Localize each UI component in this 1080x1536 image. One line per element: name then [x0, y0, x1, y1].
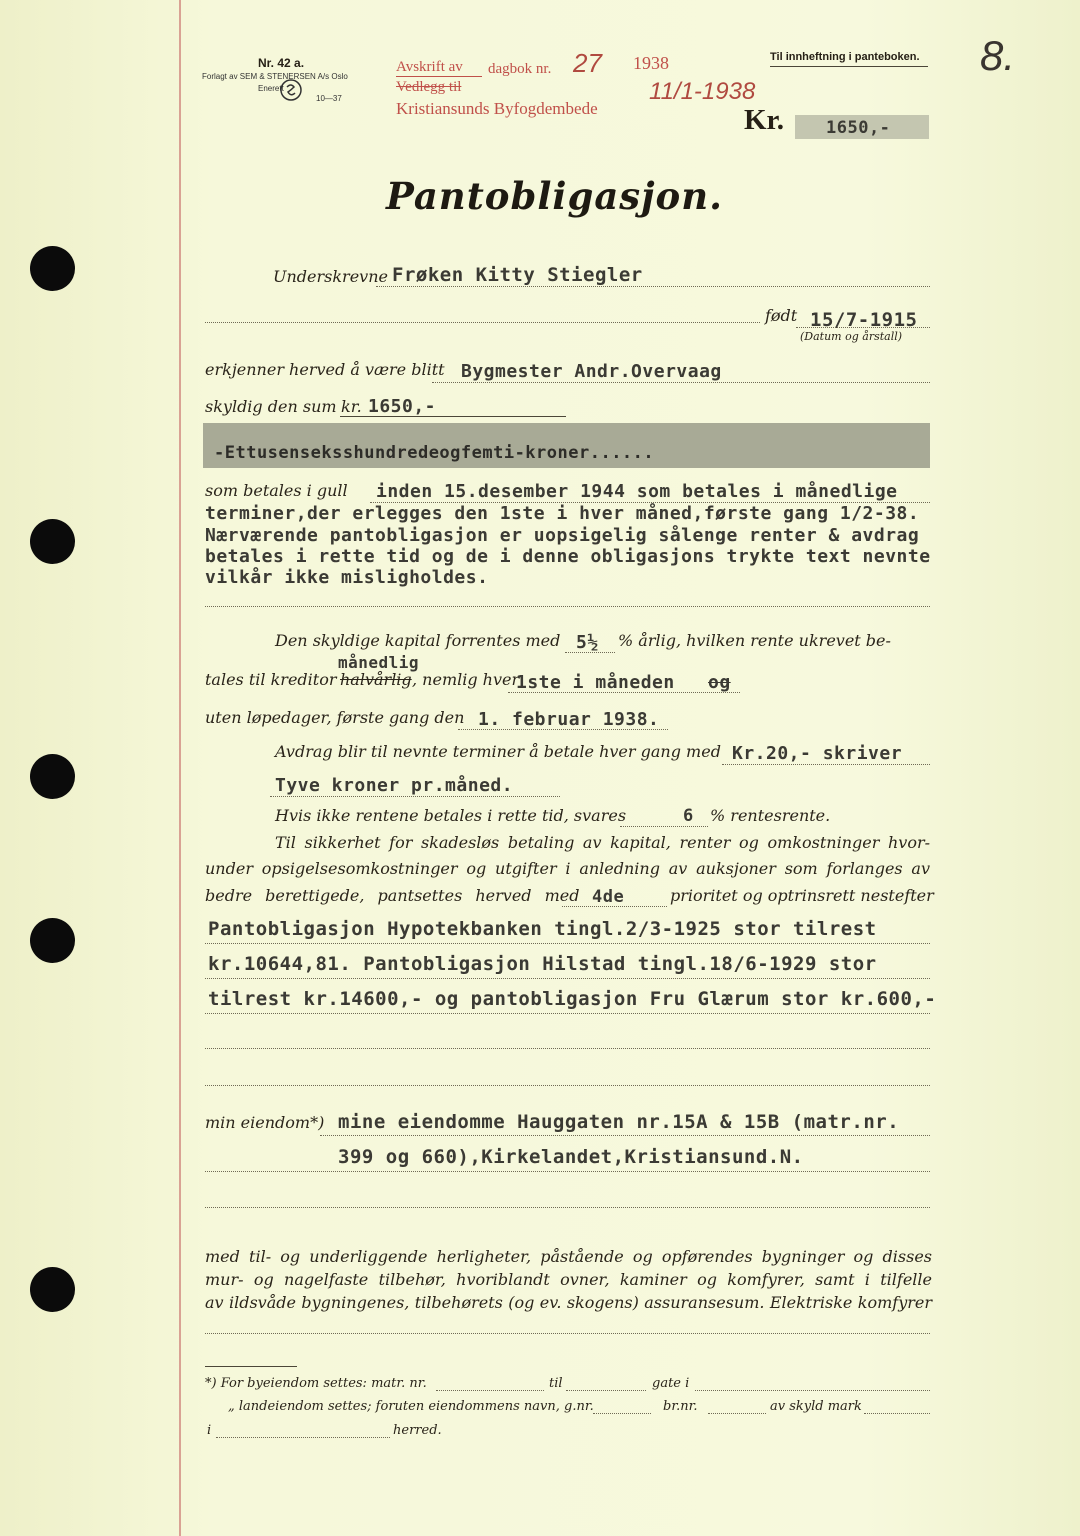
security-line-3: bedre berettigede, pantsettes herved med — [205, 886, 580, 905]
dotted-rule — [508, 692, 740, 693]
dotted-rule — [205, 1013, 930, 1014]
born-value: 15/7-1915 — [810, 309, 918, 331]
stamp-date: 11/1-1938 — [649, 78, 756, 105]
punch-hole — [30, 918, 75, 963]
dotted-rule — [708, 1413, 766, 1414]
creditor-text: tales til kreditor — [205, 670, 337, 689]
security-line-3b: prioritet og optrinsrett nestefter — [670, 886, 934, 905]
rente-text: Hvis ikke rentene betales i rette tid, svares — [275, 806, 627, 825]
closing-line-3: av ildsvåde bygningenes, tilbehørets (og ev. skogens) assuransesum. Elektriske komfyrer — [205, 1293, 932, 1312]
rente-value: 6 — [683, 806, 694, 826]
born-hint: (Datum og årstall) — [800, 330, 903, 343]
dotted-rule — [562, 906, 667, 907]
paid-label: som betales i gull — [205, 481, 348, 500]
dotted-rule — [566, 1390, 646, 1391]
property-label: min eiendom*) — [205, 1113, 325, 1132]
dotted-rule — [205, 1333, 930, 1334]
dotted-rule — [565, 652, 615, 653]
form-number: Nr. 42 a. — [258, 56, 305, 70]
security-line-2: under opsigelsesomkostninger og utgifter i anledning av auksjoner som forlanges av — [205, 859, 930, 878]
dotted-rule — [205, 1085, 930, 1086]
publisher-line: Forlagt av SEM & STENERSEN A/s Oslo — [202, 72, 348, 81]
first-payment-date: 1. februar 1938. — [478, 709, 660, 730]
dotted-rule — [205, 1048, 930, 1049]
punch-hole — [30, 754, 75, 799]
footnote-line-1: *) For byeiendom settes: matr. nr. — [205, 1376, 427, 1391]
amount-in-words: -Ettusenseksshundredeogfemti-kroner...... — [214, 443, 655, 463]
stamp-avskrift: Avskrift av — [396, 59, 463, 75]
paid-line-1: inden 15.desember 1944 som betales i månedlige — [376, 481, 898, 502]
closing-line-1: med til- og underliggende herligheter, påstående og opførendes bygninger og disses — [205, 1247, 932, 1266]
avdrag-text: Avdrag blir til nevnte terminer å betale hver gang med — [275, 742, 721, 761]
dotted-rule — [205, 322, 760, 323]
property-line-1: mine eiendomme Hauggaten nr.15A & 15B (matr.nr. — [338, 1111, 900, 1133]
creditor-struck: halvårlig — [340, 670, 412, 689]
creditor-when: 1ste i måneden — [516, 672, 675, 693]
stamp-dagbok: dagbok nr. — [488, 61, 552, 77]
creditor-og: og — [708, 672, 731, 693]
page-number: 8. — [980, 32, 1016, 79]
dagbok-number: 27 — [573, 48, 602, 78]
dotted-rule — [205, 1171, 930, 1172]
paid-line-2: terminer,der erlegges den 1ste i hver måned,første gang 1/2-38. — [205, 503, 920, 524]
dotted-rule — [620, 826, 708, 827]
footnote-separator — [205, 1366, 297, 1367]
owe-kr: kr. — [341, 397, 362, 416]
owe-underline — [340, 416, 566, 417]
footnote-brnr: br.nr. — [663, 1399, 698, 1414]
footnote-i: i — [207, 1423, 212, 1438]
margin-rule — [179, 0, 181, 1536]
stamp-underline — [396, 76, 482, 77]
punch-hole — [30, 246, 75, 291]
footnote-line-2: „ landeiendom settes; foruten eiendommens navn, g.nr. — [228, 1399, 594, 1414]
dotted-rule — [796, 327, 930, 328]
publisher-logo-icon — [279, 78, 303, 102]
interest-text-b: % årlig, hvilken rente ukrevet be- — [618, 631, 891, 650]
security-line-1: Til sikkerhet for skadesløs betaling av kapital, renter og omkostninger hvor- — [275, 833, 930, 852]
dotted-rule — [593, 1413, 651, 1414]
dotted-rule — [432, 382, 930, 383]
dotted-rule — [436, 1390, 544, 1391]
footnote-til: til — [549, 1376, 563, 1391]
document-title: Pantobligasjon. — [386, 174, 723, 218]
dotted-rule — [205, 978, 930, 979]
dotted-rule — [320, 1135, 930, 1136]
stamp-year: 1938 — [633, 53, 669, 73]
kr-label: Kr. — [744, 104, 785, 136]
dotted-rule — [695, 1390, 930, 1391]
print-code: 10—37 — [316, 94, 342, 103]
footnote-herred: herred. — [393, 1423, 442, 1438]
prior-line-2: kr.10644,81. Pantobligasjon Hilstad tingl.18/6-1929 stor — [208, 953, 877, 975]
prior-line-1: Pantobligasjon Hypotekbanken tingl.2/3-1925 stor tilrest — [208, 918, 877, 940]
dotted-rule — [722, 764, 930, 765]
born-label: født — [765, 306, 798, 325]
interest-rate: 5½ — [576, 632, 599, 653]
punch-hole — [30, 1267, 75, 1312]
owe-label: skyldig den sum — [205, 397, 337, 416]
owe-value: 1650,- — [368, 396, 437, 417]
stamp-office: Kristiansunds Byfogdembede — [396, 99, 598, 118]
creditor-text-b: , nemlig hver — [412, 670, 520, 689]
dotted-rule — [376, 286, 930, 287]
kr-amount: 1650,- — [826, 118, 891, 138]
paid-line-4: betales i rette tid og de i denne obligasjons trykte text nevnte — [205, 546, 931, 567]
first-payment-text: uten løpedager, første gang den — [205, 708, 465, 727]
footnote-gate: gate i — [652, 1376, 690, 1391]
paid-line-5: vilkår ikke misligholdes. — [205, 567, 489, 588]
dotted-rule — [270, 796, 560, 797]
creditor-inserted: månedlig — [338, 653, 420, 672]
dotted-rule — [205, 943, 930, 944]
stamp-vedlegg: Vedlegg til — [396, 79, 462, 95]
interest-text: Den skyldige kapital forrentes med — [275, 631, 561, 650]
prior-line-3: tilrest kr.14600,- og pantobligasjon Fru Glærum stor kr.600,- — [208, 988, 937, 1010]
dotted-rule — [216, 1437, 390, 1438]
security-priority: 4de — [592, 887, 625, 907]
punch-hole — [30, 519, 75, 564]
creditor-value: Bygmester Andr.Overvaag — [461, 361, 722, 382]
dotted-rule — [205, 1207, 930, 1208]
closing-line-2: mur- og nagelfaste tilbehør, hvoriblandt ovner, kaminer og komfyrer, samt i tilfelle — [205, 1270, 932, 1289]
header-rule — [770, 66, 928, 67]
dotted-rule — [458, 729, 668, 730]
acknowledge-label: erkjenner herved å være blitt — [205, 360, 445, 379]
undersigned-label: Underskrevne — [273, 267, 388, 286]
til-innheftning: Til innheftning i panteboken. — [770, 51, 920, 63]
avdrag-value-2: Tyve kroner pr.måned. — [275, 775, 514, 796]
dotted-rule — [205, 606, 930, 607]
avdrag-value: Kr.20,- skriver — [732, 743, 903, 764]
dotted-rule — [864, 1413, 930, 1414]
paid-line-3: Nærværende pantobligasjon er uopsigelig sålenge renter & avdrag — [205, 525, 920, 546]
undersigned-value: Frøken Kitty Stiegler — [392, 264, 643, 286]
rente-text-b: % rentesrente. — [710, 806, 831, 825]
property-line-2: 399 og 660),Kirkelandet,Kristiansund.N. — [338, 1146, 804, 1168]
publisher-enerett: Enerett — [258, 84, 284, 93]
footnote-skyld: av skyld mark — [770, 1399, 862, 1414]
